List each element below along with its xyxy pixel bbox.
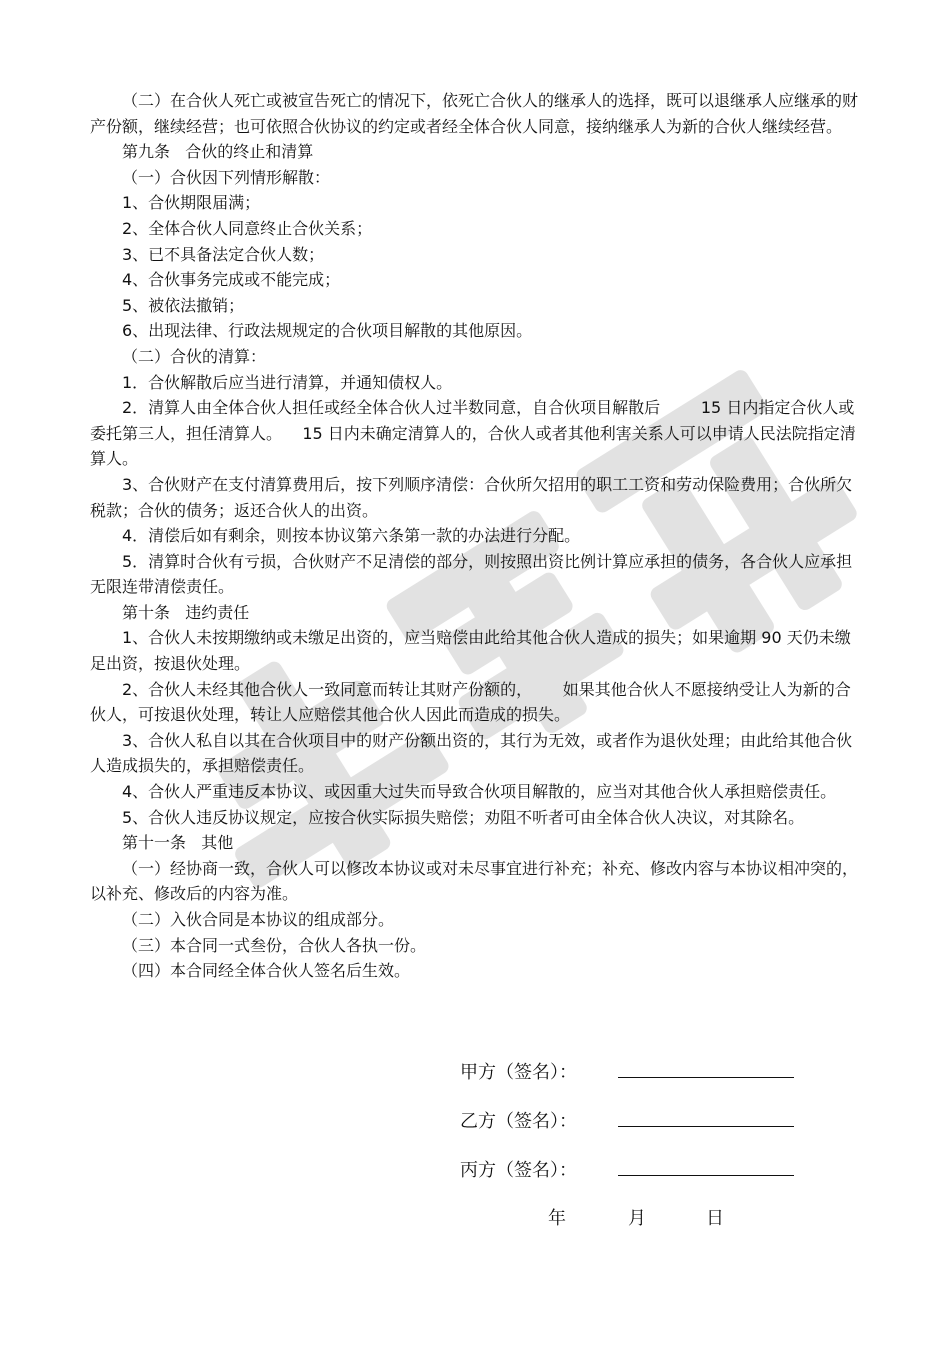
- list-item: 1、合伙人未按期缴纳或未缴足出资的，应当赔偿由此给其他合伙人造成的损失；如果逾期 90 天仍未缴足出资，按退伙处理。: [90, 628, 851, 674]
- list-item: 1．合伙解散后应当进行清算，并通知债权人。: [122, 372, 453, 392]
- signature-party-b: [460, 1107, 794, 1133]
- date-month: 月: [628, 1208, 646, 1229]
- list-item: 4、合伙人严重违反本协议、或因重大过失而导致合伙项目解散的，应当对其他合伙人承担赔偿责任。: [122, 782, 837, 802]
- signature-party-c: [460, 1156, 794, 1182]
- signature-line: [618, 1108, 794, 1127]
- paragraph: （二）合伙的清算：: [122, 346, 267, 366]
- paragraph: （二）入伙合同是本协议的组成部分。: [122, 910, 395, 929]
- date-day: 日: [706, 1208, 724, 1229]
- signature-line: [618, 1157, 794, 1176]
- signature-party-a: [460, 1058, 794, 1084]
- list-item: 5．清算时合伙有亏损，合伙财产不足清偿的部分，则按照出资比例计算应承担的债务，各合伙人应承担无限连带清偿责任。: [90, 551, 853, 597]
- section-heading: 第九条 合伙的终止和清算: [122, 142, 314, 162]
- date-year: 年: [548, 1208, 566, 1229]
- paragraph: （一）合伙因下列情形解散：: [122, 167, 331, 187]
- list-item: 5、被依法撤销；: [122, 295, 245, 315]
- signature-label: 丙方（签名）：: [460, 1160, 577, 1181]
- list-item: 2、全体合伙人同意终止合伙关系；: [122, 218, 373, 238]
- list-item: 3、合伙财产在支付清算费用后，按下列顺序清偿：合伙所欠招用的职工工资和劳动保险费用；合伙所欠税款；合伙的债务；返还合伙人的出资。: [90, 474, 853, 520]
- list-item: 3、已不具备法定合伙人数；: [122, 244, 325, 264]
- list-item: 5、合伙人违反协议规定，应按合伙实际损失赔偿；劝阻不听者可由全体合伙人决议，对其除名。: [122, 807, 805, 827]
- list-item: 2、合伙人未经其他合伙人一致同意而转让其财产份额的， 如果其他合伙人不愿接纳受让人为新的合伙人，可按退伙处理，转让人应赔偿其他合伙人因此而造成的损失。: [90, 679, 851, 725]
- list-item: 2．清算人由全体合伙人担任或经全体合伙人过半数同意，自合伙项目解散后 15 日内指定合伙人或委托第三人，担任清算人。 15 日内未确定清算人的，合伙人或者其他利害关系人可以申请人民法院指定清算人。: [90, 398, 856, 469]
- paragraph: （三）本合同一式叁份，合伙人各执一份。: [122, 935, 427, 955]
- paragraph: （二）在合伙人死亡或被宣告死亡的情况下，依死亡合伙人的继承人的选择，既可以退继承人应继承的财产份额，继续经营；也可依照合伙协议的约定或者经全体合伙人同意，接纳继承人为新的合伙人继续经营。: [90, 91, 859, 136]
- date-line: [548, 1204, 724, 1230]
- list-item: 4、合伙事务完成或不能完成；: [122, 270, 341, 290]
- list-item: 6、出现法律、行政法规规定的合伙项目解散的其他原因。: [122, 321, 533, 341]
- section-heading: 第十条 违约责任: [122, 602, 250, 622]
- signature-label: 乙方（签名）：: [460, 1111, 577, 1132]
- signature-line: [618, 1059, 794, 1078]
- list-item: 1、合伙期限届满；: [122, 193, 261, 213]
- signature-label: 甲方（签名）：: [460, 1062, 577, 1083]
- paragraph: （四）本合同经全体合伙人签名后生效。: [122, 961, 411, 981]
- list-item: 4．清偿后如有剩余，则按本协议第六条第一款的办法进行分配。: [122, 526, 581, 546]
- section-heading: 第十一条 其他: [122, 833, 234, 853]
- list-item: 3、合伙人私自以其在合伙项目中的财产份额出资的，其行为无效，或者作为退伙处理；由此给其他合伙人造成损失的，承担赔偿责任。: [90, 730, 853, 776]
- paragraph: （一）经协商一致，合伙人可以修改本协议或对未尽事宜进行补充；补充、修改内容与本协议相冲突的，以补充、修改后的内容为准。: [90, 858, 859, 904]
- document-body: [90, 88, 860, 984]
